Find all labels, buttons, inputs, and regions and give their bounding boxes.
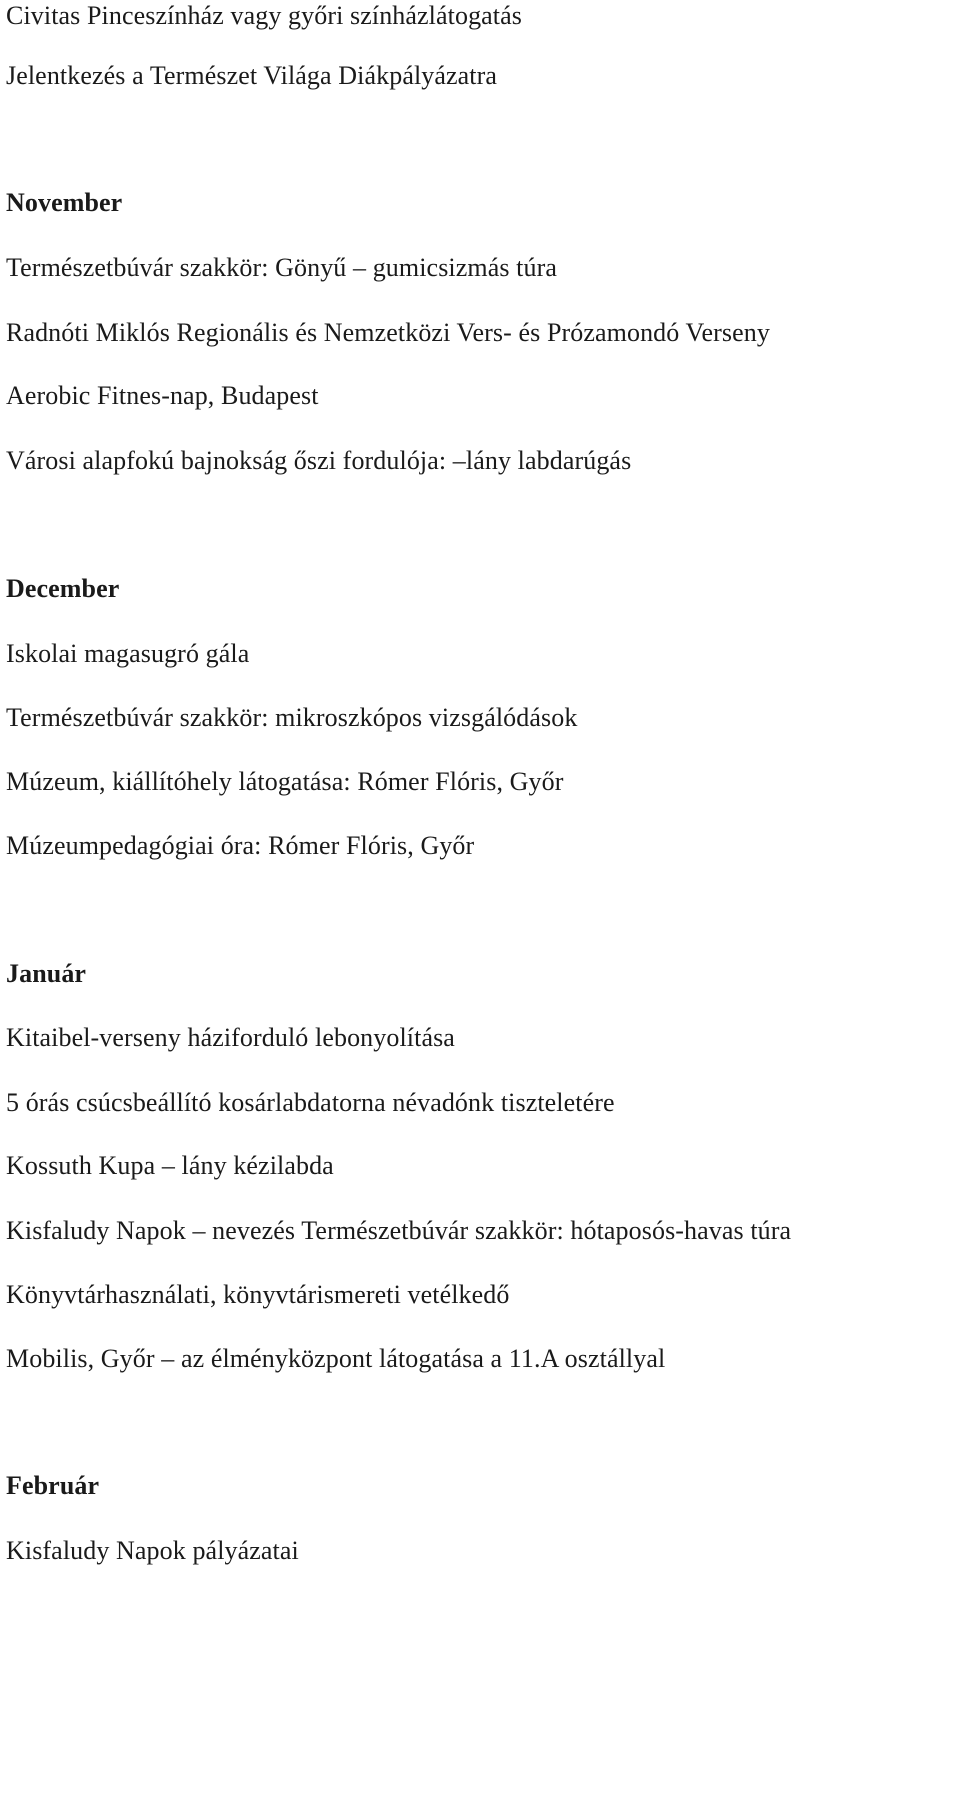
list-item: Mobilis, Győr – az élményközpont látogatása a 11.A osztállyal (6, 1344, 666, 1373)
intro-line-2: Jelentkezés a Természet Világa Diákpályázatra (6, 61, 498, 90)
list-item: Könyvtárhasználati, könyvtárismereti vetélkedő (6, 1280, 510, 1309)
list-item: Radnóti Miklós Regionális és Nemzetközi Vers- és Prózamondó Verseny (6, 318, 770, 347)
list-item: Kitaibel-verseny háziforduló lebonyolítása (6, 1023, 455, 1052)
section-heading-december: December (6, 574, 120, 603)
list-item: Természetbúvár szakkör: Gönyű – gumicsizmás túra (6, 253, 557, 282)
intro-line-1: Civitas Pinceszínház vagy győri színházlátogatás (6, 1, 522, 30)
list-item: 5 órás csúcsbeállító kosárlabdatorna névadónk tiszteletére (6, 1088, 615, 1117)
list-item: Kisfaludy Napok pályázatai (6, 1536, 299, 1565)
list-item: Városi alapfokú bajnokság őszi fordulója: –lány labdarúgás (6, 446, 632, 475)
list-item: Múzeum, kiállítóhely látogatása: Rómer Flóris, Győr (6, 767, 564, 796)
list-item: Kossuth Kupa – lány kézilabda (6, 1151, 334, 1180)
list-item: Iskolai magasugró gála (6, 639, 250, 668)
list-item: Természetbúvár szakkör: mikroszkópos vizsgálódások (6, 703, 578, 732)
list-item: Múzeumpedagógiai óra: Rómer Flóris, Győr (6, 831, 475, 860)
section-heading-februar: Február (6, 1471, 100, 1500)
list-item: Kisfaludy Napok – nevezés Természetbúvár szakkör: hótaposós-havas túra (6, 1216, 792, 1245)
list-item: Aerobic Fitnes-nap, Budapest (6, 381, 319, 410)
section-heading-november: November (6, 188, 123, 217)
section-heading-januar: Január (6, 959, 87, 988)
